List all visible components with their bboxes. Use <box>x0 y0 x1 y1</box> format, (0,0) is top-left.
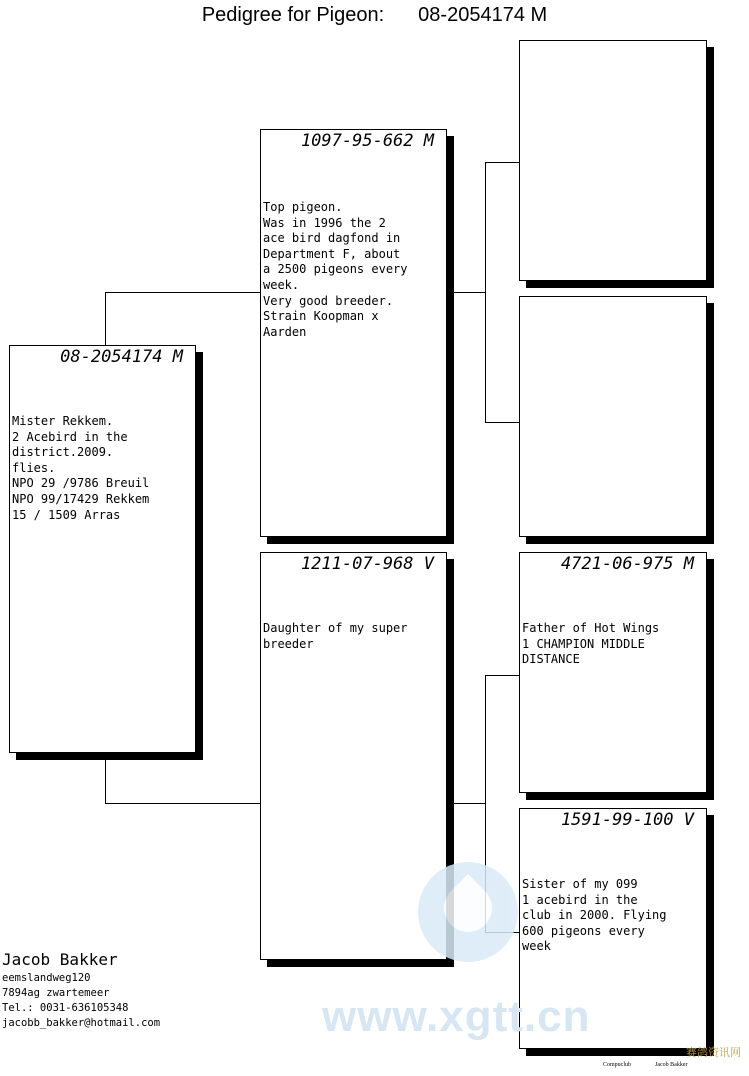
owner-info <box>2 950 160 1031</box>
maternal-grandmother-ring-number: 1591-99-100 V <box>560 810 694 830</box>
maternal-grandfather-ring-number: 4721-06-975 M <box>560 554 694 574</box>
connector-line <box>105 292 106 345</box>
mother-notes: Daughter of my super breeder <box>263 621 408 651</box>
owner-email: jacobb_bakker@hotmail.com <box>2 1017 161 1029</box>
paternal-grandfather-card <box>519 40 707 281</box>
connector-line <box>454 292 485 293</box>
mother-ring-number: 1211-07-968 V <box>300 554 434 574</box>
paternal-grandmother-card <box>519 296 707 537</box>
page-title <box>0 4 749 27</box>
footer-owner: Jacob Bakker <box>655 1062 688 1068</box>
subject-ring-number: 08-2054174 M <box>60 347 183 367</box>
father-ring-number: 1097-95-662 M <box>300 131 434 151</box>
title-ring-number: 08-2054174 M <box>418 4 548 26</box>
connector-line <box>454 803 485 804</box>
connector-line <box>105 292 260 293</box>
connector-line <box>485 162 520 163</box>
corner-watermark-logo <box>645 1040 745 1070</box>
owner-phone: Tel.: 0031-636105348 <box>2 1002 129 1014</box>
title-label: Pedigree for Pigeon: <box>201 4 385 26</box>
connector-line <box>485 422 520 423</box>
maternal-grandmother-notes: Sister of my 099 1 acebird in the club in 2000. Flying 600 pigeons every week <box>522 877 667 954</box>
connector-line <box>105 753 106 804</box>
subject-notes: Mister Rekkem. 2 Acebird in the district.2009. flies. NPO 29 /9786 Breuil NPO 99/17429 Rekkem 15 / 1509 Arras <box>12 414 150 522</box>
owner-address: eemslandweg120 <box>2 972 91 984</box>
father-notes: Top pigeon. Was in 1996 the 2 ace bird dagfond in Department F, about a 2500 pigeons every week. Very good breeder. Strain Koopman x Aarden <box>263 200 408 339</box>
maternal-grandfather-notes: Father of Hot Wings 1 CHAMPION MIDDLE DISTANCE <box>522 621 660 667</box>
owner-name: Jacob Bakker <box>2 950 118 969</box>
connector-line <box>485 675 520 676</box>
watermark-dove-icon <box>418 862 518 962</box>
father-card <box>260 129 447 537</box>
connector-line <box>105 803 260 804</box>
watermark-url: www.xgtt.cn <box>322 992 591 1041</box>
maternal-grandfather-card <box>519 552 707 793</box>
footer-software: Compuclub <box>603 1062 631 1068</box>
connector-line <box>485 162 486 423</box>
corner-watermark-text: 赛鸽资讯网 <box>686 1047 741 1059</box>
owner-city: 7894ag zwartemeer <box>2 987 110 999</box>
subject-card <box>9 345 196 753</box>
